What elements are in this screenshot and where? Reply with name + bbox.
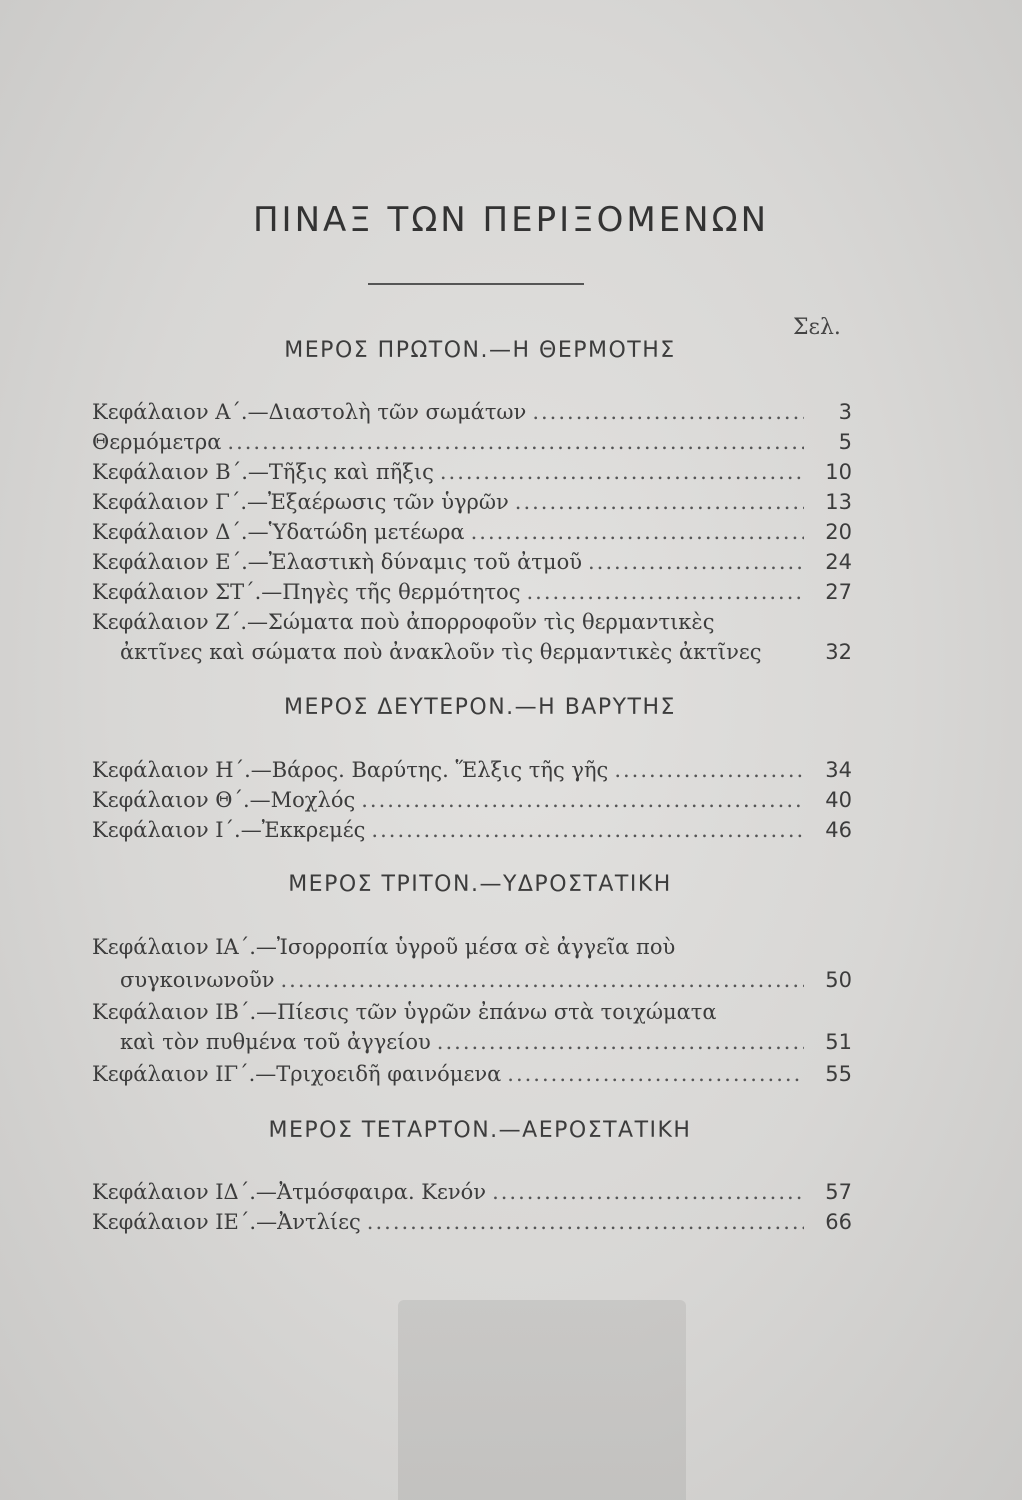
toc-entry bbox=[92, 818, 852, 848]
page-title: ΠΙΝΑΞ ΤΩΝ ΠΕΡΙΞΟΜΕΝΩΝ bbox=[252, 200, 770, 240]
part-4-heading: ΜΕΡΟΣ ΤΕΤΑΡΤΟΝ.—ΑΕΡΟΣΤΑΤΙΚΗ bbox=[268, 1118, 692, 1143]
entry-page: 3 bbox=[838, 400, 852, 424]
entry-page: 32 bbox=[825, 640, 852, 664]
entry-page: 50 bbox=[825, 968, 852, 992]
entry-label: Θερμόμετρα bbox=[92, 430, 222, 454]
leader-dots bbox=[614, 758, 804, 782]
entry-page: 24 bbox=[825, 550, 852, 574]
toc-entry-continuation bbox=[120, 1030, 852, 1060]
toc-entry bbox=[92, 610, 852, 640]
toc-entry bbox=[92, 788, 852, 818]
title-divider bbox=[368, 283, 584, 285]
leader-dots bbox=[227, 430, 804, 454]
toc-entry bbox=[92, 520, 852, 550]
entry-label: ἀκτῖνες καὶ σώματα ποὺ ἀνακλοῦν τὶς θερμαντικὲς ἀκτῖνες bbox=[120, 640, 762, 664]
entry-label: Κεφάλαιον ΙΑ΄.—Ἰσορροπία ὑγροῦ μέσα σὲ ἀγγεῖα ποὺ bbox=[92, 935, 676, 959]
entry-page: 34 bbox=[825, 758, 852, 782]
entry-page: 51 bbox=[825, 1030, 852, 1054]
page-column-label: Σελ. bbox=[793, 315, 841, 340]
toc-entry-continuation bbox=[120, 968, 852, 998]
entry-page: 66 bbox=[825, 1210, 852, 1234]
entry-label: Κεφάλαιον ΙΒ΄.—Πίεσις τῶν ὑγρῶν ἐπάνω στὰ τοιχώματα bbox=[92, 1000, 717, 1024]
leader-dots bbox=[440, 460, 804, 484]
leader-dots bbox=[532, 400, 804, 424]
part-3-heading: ΜΕΡΟΣ ΤΡΙΤΟΝ.—ΥΔΡΟΣΤΑΤΙΚΗ bbox=[288, 872, 672, 897]
entry-page: 55 bbox=[825, 1062, 852, 1086]
leader-dots bbox=[515, 490, 804, 514]
leader-dots bbox=[526, 580, 804, 604]
toc-entry bbox=[92, 550, 852, 580]
entry-label: συγκοινωνοῦν bbox=[120, 968, 275, 992]
toc-entry-continuation bbox=[120, 640, 852, 670]
entry-label: Κεφάλαιον ΙΓ΄.—Τριχοειδῆ φαινόμενα bbox=[92, 1062, 502, 1086]
entry-page: 40 bbox=[825, 788, 852, 812]
entry-label: Κεφάλαιον Β΄.—Τῆξις καὶ πῆξις bbox=[92, 460, 434, 484]
entry-label: Κεφάλαιον Ζ΄.—Σώματα ποὺ ἀπορροφοῦν τὶς θερμαντικὲς bbox=[92, 610, 715, 634]
toc-entry bbox=[92, 1000, 852, 1030]
toc-entry bbox=[92, 580, 852, 610]
toc-entry bbox=[92, 1210, 852, 1240]
toc-entry bbox=[92, 1062, 852, 1092]
entry-page: 5 bbox=[838, 430, 852, 454]
entry-label: Κεφάλαιον ΙΔ΄.—Ἀτμόσφαιρα. Κενόν bbox=[92, 1180, 487, 1204]
leader-dots bbox=[588, 550, 804, 574]
toc-entry bbox=[92, 1180, 852, 1210]
entry-label: Κεφάλαιον Α΄.—Διαστολὴ τῶν σωμάτων bbox=[92, 400, 527, 424]
leader-dots bbox=[281, 968, 805, 992]
leader-dots bbox=[361, 788, 804, 812]
entry-label: Κεφάλαιον Ε΄.—Ἐλαστικὴ δύναμις τοῦ ἀτμοῦ bbox=[92, 550, 582, 574]
entry-page: 46 bbox=[825, 818, 852, 842]
leader-dots bbox=[437, 1030, 804, 1054]
entry-page: 13 bbox=[825, 490, 852, 514]
entry-label: Κεφάλαιον Γ΄.—Ἐξαέρωσις τῶν ὑγρῶν bbox=[92, 490, 509, 514]
entry-label: Κεφάλαιον ΣΤ΄.—Πηγὲς τῆς θερμότητος bbox=[92, 580, 521, 604]
entry-label: Κεφάλαιον Η΄.—Βάρος. Βαρύτης. Ἕλξις τῆς γῆς bbox=[92, 758, 609, 782]
toc-entry bbox=[92, 460, 852, 490]
part-1-heading: ΜΕΡΟΣ ΠΡΩΤΟΝ.—Η ΘΕΡΜΟΤΗΣ bbox=[284, 338, 676, 363]
leader-dots bbox=[492, 1180, 804, 1204]
toc-entry bbox=[92, 400, 852, 430]
entry-label: Κεφάλαιον Ι΄.—Ἐκκρεμές bbox=[92, 818, 366, 842]
part-2-heading: ΜΕΡΟΣ ΔΕΥΤΕΡΟΝ.—Η ΒΑΡΥΤΗΣ bbox=[284, 695, 676, 720]
entry-label: Κεφάλαιον ΙΕ΄.—Ἀντλίες bbox=[92, 1210, 361, 1234]
entry-label: Κεφάλαιον Δ΄.—Ὑδατώδη μετέωρα bbox=[92, 520, 465, 544]
toc-entry bbox=[92, 935, 852, 965]
leader-dots bbox=[367, 1210, 804, 1234]
entry-page: 20 bbox=[825, 520, 852, 544]
entry-page: 57 bbox=[825, 1180, 852, 1204]
entry-page: 10 bbox=[825, 460, 852, 484]
leader-dots bbox=[371, 818, 804, 842]
entry-label: καὶ τὸν πυθμένα τοῦ ἀγγείου bbox=[120, 1030, 431, 1054]
entry-label: Κεφάλαιον Θ΄.—Μοχλός bbox=[92, 788, 356, 812]
toc-entry bbox=[92, 430, 852, 460]
toc-entry bbox=[92, 490, 852, 520]
leader-dots bbox=[471, 520, 804, 544]
library-label-patch bbox=[398, 1300, 686, 1500]
toc-entry bbox=[92, 758, 852, 788]
leader-dots bbox=[507, 1062, 804, 1086]
entry-page: 27 bbox=[825, 580, 852, 604]
